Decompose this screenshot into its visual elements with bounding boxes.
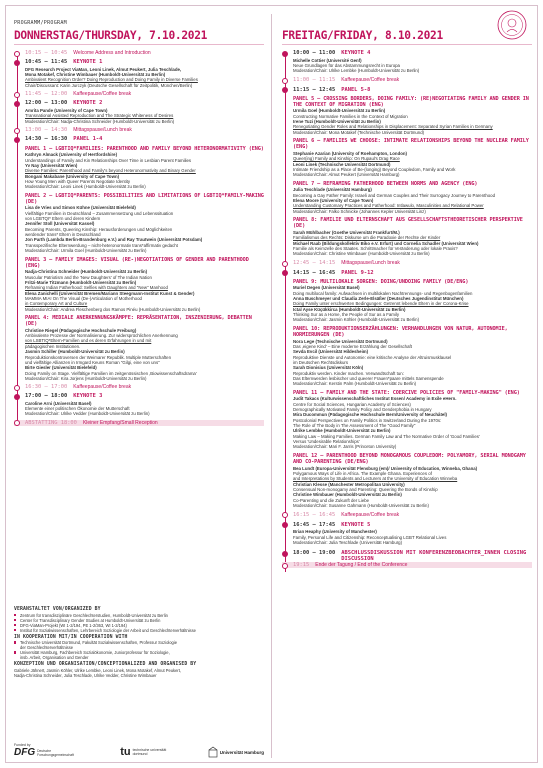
slot-header xyxy=(25,91,264,97)
slot-label: KEYNOTE 2 xyxy=(73,100,103,107)
slot-label: Welcome Address and Introduction xyxy=(73,50,151,56)
slot-header xyxy=(25,136,264,142)
panel-block xyxy=(25,193,264,254)
time-slot xyxy=(293,270,532,509)
slot-header xyxy=(293,522,532,528)
time-slot xyxy=(25,127,264,133)
slot-time: 14:15 – 16:45 xyxy=(293,269,336,276)
conception-heading: KONZEPTION UND ORGANISATION/CONCEPTIONALIZED AND ORGANISED BY xyxy=(14,662,197,668)
panel-line: Moderation/Chair: Andrea Fleschenberg dos Ramos Pinéu (Humboldt-Universität zu Berlin) xyxy=(25,306,201,312)
timeline-dot-icon xyxy=(14,137,20,143)
program-kicker: PROGRAMM/PROGRAM xyxy=(14,20,67,26)
panel-lines xyxy=(293,151,532,178)
detail-line: Neue Grundlagen für das Abstammungsrecht in Europa xyxy=(293,62,400,68)
panel-line: Familialismus des Rechts: Diskurse um die Paradoxie der Rechte der Kinder xyxy=(293,235,441,241)
panel-line: Kathryn Almack (University of Hertfordshire) xyxy=(25,152,118,158)
panel-line: pädagogischen Institutionen. xyxy=(25,343,81,349)
time-slot xyxy=(25,100,264,124)
column-divider xyxy=(271,14,272,758)
slot-time: 16:30 – 17:00 xyxy=(25,384,68,391)
time-slot xyxy=(282,562,532,568)
panel-line: Consensual Non-monogamy and Parenting: Queering the Bonds of Kinship xyxy=(293,486,438,492)
sponsor-logos xyxy=(14,740,264,758)
slot-label: Mittagspause/Lunch break xyxy=(73,127,132,134)
detail-line: DFG Research Project ViaMan, Leoni Linek, Almut Peukert, Julia Teschlade, xyxy=(25,66,182,72)
panel-line: Leoni Linek (Technische Universität Dortmund) xyxy=(293,161,391,167)
detail-line: Chair/Discussant: Karin Jurczyk (Deutsche Gesellschaft für Zeitpolitik, München/Berlin) xyxy=(25,82,193,88)
panel-line: Diverse Families: Parenthood and Family's beyond Heteronormativity and Binary Gender xyxy=(25,168,196,174)
organizers-box xyxy=(14,607,264,678)
panel-line: Moderation/Chair: Jasmin Köhler (Humboldt-Universität zu Berlin) xyxy=(293,317,420,323)
slot-header xyxy=(25,393,264,399)
slot-label: KEYNOTE 3 xyxy=(73,393,103,400)
timeline-dot-icon xyxy=(282,51,288,57)
slot-time: ABSTATTING 18:00 xyxy=(25,419,77,426)
time-slot xyxy=(293,260,532,266)
slot-details xyxy=(25,67,264,88)
panel-block xyxy=(293,217,532,256)
time-slot xyxy=(293,550,532,562)
panel-line: Familie als Keimzelle des Staates. Schrittmacher für Veränderung oder lokale Praxis? xyxy=(293,245,458,251)
slot-label: PANEL 9-12 xyxy=(341,269,374,276)
slot-time: 10:00 – 11:00 xyxy=(293,50,336,56)
organizer-line: insb. Arbeit, Organisation und Gender xyxy=(20,655,89,661)
panel-block xyxy=(293,138,532,177)
panel-line: Ambivalente Prozesse der Normalisierung. Zur widersprüchlichen Anerkennung xyxy=(25,333,178,339)
panel-line: Moderation/Chair: Urmila Goel (Humboldt-Universität zu Berlin) xyxy=(25,248,147,254)
panel-title: PANEL 11 – FAMILY AND THE STATE: COERCIVE POLICIES OF "FAMILY-MAKING" (ENG) xyxy=(293,389,520,396)
panel-title: PANEL 5 – CROSSING BORDERS, DOING FAMILY: (RE)NEGOTIATING FAMILY AND GENDER IN THE CONTEXT OF MIGRATION (ENG) xyxy=(293,95,529,108)
panel-line: Centre for Social Sciences, Hungarian Academy of Sciences) xyxy=(293,401,411,407)
slot-time: 12:00 – 13:00 xyxy=(25,100,68,107)
slot-details xyxy=(25,401,264,417)
panel-line: Jon Parth (Lambda Berlin-Brandenburg e.V.) and Ray Trautwein (Universität Potsdam) xyxy=(25,237,203,243)
friday-title: FREITAG/FRIDAY, 8.10.2021 xyxy=(282,29,443,42)
slot-label: ABSCHLUSSDISKUSSION MIT KONFERENZBEOBACHTER_INNEN CLOSING DISCUSSION xyxy=(341,550,527,563)
slot-time: 10:45 – 11:45 xyxy=(25,59,68,65)
timeline-dot-icon xyxy=(14,92,20,98)
timeline-dot-icon xyxy=(282,78,288,84)
panel-line: Reframing Indian Fatherhood: Selfies with Daughters and "New" Manhood xyxy=(25,285,168,291)
time-slot xyxy=(25,50,264,56)
panel-lines xyxy=(293,466,532,509)
panel-lines xyxy=(293,339,532,387)
slot-header xyxy=(293,550,532,562)
slot-time: 16:15 – 16:45 xyxy=(293,511,336,518)
timeline-dot-icon xyxy=(282,261,288,267)
time-slot xyxy=(293,522,532,546)
panel-line: Christian Klesse (Manchester Metropolitan University) xyxy=(293,481,405,487)
slot-header xyxy=(25,50,264,56)
slot-header xyxy=(293,87,532,93)
organizer-line: Zentrum für transdisziplinäre Geschlechterstudien, Humboldt-Universität zu Berlin xyxy=(14,613,264,618)
time-slot xyxy=(25,393,264,417)
slot-header xyxy=(293,562,532,568)
slot-header xyxy=(293,50,532,56)
panel-line: Christine Wimbauer (Humboldt-Universität zu Berlin) xyxy=(293,492,402,498)
panel-line: von LSBTIQ*Eltern-Familien und es deren Erfahrungen in und mit xyxy=(25,338,152,344)
organizer-line: Center for Transdisciplinary Gender Studies at Humboldt-Universität zu Berlin xyxy=(14,618,264,623)
panel-line: Bea Lundt (Europa-Universität Flensburg (em)/ University of Education, Winneba, Ghana) xyxy=(293,465,478,471)
panel-line: Sevda Evcil (Universität Hildesheim) xyxy=(293,349,369,355)
panel-line: Making Law – Making Families. German Family Law and The Normative Order of 'Good Families' xyxy=(293,433,480,439)
panel-line: Moderation/Chair: Almut Peukert (Universität Hamburg) xyxy=(293,172,400,178)
slot-header xyxy=(25,100,264,106)
panel-line: Irene Tuzi (Humboldt-Universität zu Berlin) xyxy=(293,119,381,124)
panel-line: Reproduktive Dienste und Autonomie: eine kritische Analyse der Altruismusklausel xyxy=(293,354,452,360)
time-slot xyxy=(293,512,532,518)
panel-line: The Role of The Body in The Assessment of The "Good Family" xyxy=(293,423,416,429)
slot-label: Mittagspause/Lunch break xyxy=(341,260,400,267)
panel-block xyxy=(25,146,264,190)
panel-line: Fritzi-Marie Titzmann (Humboldt-Universität zu Berlin) xyxy=(25,279,137,285)
panel-title: PANEL 9: MULTILOKALE SORGEN: DOING/UNDOING FAMILY (DE/ENG) xyxy=(293,278,469,285)
slot-time: 13:00 – 14:30 xyxy=(25,127,68,134)
detail-line: Elemente einer politischen Ökonomie der Mutterschaft xyxy=(25,406,130,412)
organizer-line: Institut für Sozialwissenschaften, Lehrbereich Soziologie der Arbeit und Geschlechterverhältnisse xyxy=(14,628,264,633)
panel-line: Ictal Ayse Küçükkirca (Humboldt-Universität zu Berlin) xyxy=(293,306,406,312)
slot-time: 18:00 – 19:00 xyxy=(293,550,336,557)
panel-line: Becoming Parents, Queering Kinship: Herausforderungen und Möglichkeiten xyxy=(25,226,173,232)
slot-time: 11:00 – 11:15 xyxy=(293,77,336,84)
slot-time: 10:15 – 10:45 xyxy=(25,50,68,56)
panel-line: Julia Teschlade (Universität Hamburg) xyxy=(293,187,372,193)
organizer-line: Gabriele Jähnert, Jasmin Köhler, Ulrike Lembke, Leoni Linek, Mona Motakef, Almut Peukert, xyxy=(14,667,182,673)
panel-lines xyxy=(25,152,264,189)
timeline-dot-icon xyxy=(282,522,288,528)
slot-header xyxy=(25,384,264,390)
panel-line: Moderation/Chair: Susanne Gahmann (Humboldt-Universität zu Berlin) xyxy=(293,503,429,508)
panel-line: Reproduktionskontroversen der Weimarer Republik. Multiple Mutterschaften xyxy=(25,354,171,360)
slot-time: 16:45 – 17:45 xyxy=(293,521,336,528)
time-slot xyxy=(293,50,532,74)
slot-header xyxy=(293,270,532,276)
detail-line: Transnational Assisted Reproduction and The Strategic Whiteness of Desires xyxy=(25,113,174,119)
panel-lines xyxy=(25,205,264,253)
timeline-dot-icon xyxy=(14,420,20,426)
panel-line: and Interpretations by Students and Lecturers at the University of Education Winneba xyxy=(293,476,458,482)
organizer-line: Nadja-Christina Schneider, Julia Teschlade, Ulrike Vedder, Christine Wimbauer xyxy=(14,672,157,678)
panel-line: Moderation/Chair: Leoni Linek (Humboldt-Universität zu Berlin) xyxy=(25,184,146,190)
panel-line: Polygamous Ways of Life in Africa. The Example Ghana. Experiences of xyxy=(293,470,432,476)
timeline-dot-icon xyxy=(14,394,20,400)
timeline-dot-icon xyxy=(14,128,20,134)
slot-label: PANEL 1-4 xyxy=(73,136,103,143)
slot-details xyxy=(293,529,532,545)
panel-title: PANEL 12 – PARENTHOOD BEYOND MONOGAMOUS COUPLEDOM: POLYAMORY, SERIAL MONOGAMY AND CO-PARENTING (DE/ENG) xyxy=(293,453,526,465)
slot-time: 11:15 – 12:45 xyxy=(293,86,336,93)
slot-label: Kaffeepause/Coffee break xyxy=(73,91,132,98)
friday-timeline xyxy=(282,50,532,572)
panel-line: Yv Nay (Universität Wien) xyxy=(25,162,78,168)
timeline-dot-icon xyxy=(282,551,288,557)
detail-line: Caroline Arni (Universität Basel) xyxy=(25,400,92,406)
panel-title: PANEL 4: MEDIALE ANERKENNUNGSKÄMPFE: REPRÄSENTATION, INSZENIERUNG, DEBATTEN (DE) xyxy=(25,315,252,328)
panel-lines xyxy=(25,269,264,312)
panel-line: Elena Moore (University of Cape Town) xyxy=(293,198,374,203)
thursday-separator xyxy=(14,44,264,45)
slot-label: Kaffeepause/Coffee break xyxy=(341,511,400,518)
timeline-dot-icon xyxy=(14,51,20,57)
friday-separator xyxy=(282,44,532,45)
panel-line: Understandings of Family and Kin Relationships Over Time in Lesbian Parent Families xyxy=(25,157,192,163)
detail-line: Moderation/Chair: Nadja-Christina Schneider (Humboldt-Universität zu Berlin) xyxy=(25,118,175,124)
panel-lines xyxy=(293,285,532,322)
panel-line: Urmila Goel (Humboldt-Universität zu Berlin) xyxy=(293,108,386,114)
panel-title: PANEL 3 – FAMILY IMAGES: VISUAL (RE-)NEGOTIATIONS OF GENDER AND PARENTHOOD (ENG) xyxy=(25,256,249,269)
slot-label: Ende der Tagung / End of the Conference xyxy=(315,562,408,569)
panel-block xyxy=(293,390,532,450)
slot-header xyxy=(293,512,532,518)
panel-lines xyxy=(293,108,532,135)
timeline-dot-icon xyxy=(282,87,288,93)
panel-line: Nadja-Christina Schneider (Humboldt-Universität zu Berlin) xyxy=(25,269,148,275)
timeline-dot-icon xyxy=(282,563,288,569)
panel-title: PANEL 2 – LGBTIQ*PARENTS: POSSIBILITIES AND LIMITATIONS OF LGBTIQ*FAMILY-MAKING (DE) xyxy=(25,192,264,205)
panel-line: und vielfältige Allianzen in Irmgard Keuns Roman "Gilgi, eine von uns" xyxy=(25,359,160,365)
organizer-line: der Geschlechterverhältnisse xyxy=(20,645,74,651)
panel-line: Nora Lege (Technische Universität Dortmund) xyxy=(293,338,388,344)
panel-title: PANEL 6 – FAMILIES WE CHOOSE: INTIMATE RELATIONSHIPS BEYOND THE NUCLEAR FAMILY (ENG) xyxy=(293,138,529,151)
panel-line: im Deutschen Rechtsdiskurs xyxy=(293,359,349,365)
panel-lines xyxy=(293,230,532,257)
slot-label: KEYNOTE 1 xyxy=(73,59,103,65)
panel-block xyxy=(293,279,532,323)
panel-line: Understanding Customary Practices and Fatherhood: Intlawulo, Masculinities and Relational Power xyxy=(293,203,484,209)
timeline-dot-icon xyxy=(14,60,20,66)
panel-line: Moderation/Chair: Mona Motakef (Technische Universität Dortmund) xyxy=(293,129,425,135)
slot-details xyxy=(25,108,264,124)
panel-line: Postcolonial Perspectives on Family Politics in Switzerland During the 1970s: xyxy=(293,417,442,423)
panel-line: Birte Giesler (Universität Bielefeld) xyxy=(25,365,97,371)
panel-line: Doing multilocal family: Aufwachsen in multilokalen Nachtrennungs- und Regenbogenfamilien xyxy=(293,290,473,296)
panel-lines xyxy=(25,328,264,381)
panel-line: Moderation/Chair: Christine Wimbauer (Humboldt-Universität zu Berlin) xyxy=(293,251,430,257)
panel-line: Moderation/Chair: Mari F. Jarris (Princeton University) xyxy=(293,444,397,450)
dfg-logo: Funded by DFG Deutsche Forschungsgemeinschaft xyxy=(14,743,74,758)
uni-hamburg-logo: Universität Hamburg xyxy=(208,746,264,758)
time-slot xyxy=(25,384,264,390)
slot-header xyxy=(25,127,264,133)
detail-line: Mona Motakef, Christine Wimbauer (Humboldt-Universität zu Berlin) xyxy=(25,71,166,77)
slot-time: 11:45 – 12:00 xyxy=(25,91,68,98)
panel-block xyxy=(25,257,264,312)
panel-line: in Contemporary Art and Culture xyxy=(25,301,88,307)
panel-lines xyxy=(293,396,532,449)
panel-line: Reproduktiv werden. Kinder machen. Verwandtschaft tun: xyxy=(293,370,404,376)
hamburg-building-icon xyxy=(208,746,218,758)
time-slot xyxy=(25,136,264,381)
cooperation-heading: IN KOOPERATION MIT/IN COOPERATION WITH xyxy=(14,634,128,640)
thursday-timeline xyxy=(14,50,264,426)
panel-line: How Young Men with Queer Parents Negotiate Identity xyxy=(25,178,131,184)
panel-line: Judit Takacs (Kulturwissenschaftliches Institut Essen/ Academy in Exile eHern. xyxy=(293,396,457,402)
detail-line: Ambivalent Recognition Order? Doing Reproduction and Doing Family in Diverse Families xyxy=(25,77,198,83)
panel-lines xyxy=(293,187,532,214)
panel-line: Muscular Patriotism and the 'New Daughters' of The Indian Nation xyxy=(25,274,152,280)
slot-time: 12:45 – 14:15 xyxy=(293,260,336,267)
panel-block xyxy=(293,453,532,508)
panel-line: Lisa de Vries und Simon Kühne (Universität Bielefeld) xyxy=(25,205,136,211)
timeline-dot-icon xyxy=(14,101,20,107)
panel-line: MAMMA MIA! On The Visual (De-)Articulation of Motherhood xyxy=(25,295,142,301)
detail-line: Moderation/Chair: Ulrike Lembke (Humboldt-Universität zu Berlin) xyxy=(293,68,420,74)
panel-line: Demographically Motivated Family Policy and Genderphobia in Hungary xyxy=(293,407,432,413)
panel-line: Sarah Dionisius (Universität Köln) xyxy=(293,365,364,371)
slot-header xyxy=(293,77,532,83)
panel-line: Michael Raab (Bildungskollektiv Biko e.V. Erfurt) und Cornelia Schadler (Universität Wien) xyxy=(293,240,479,246)
slot-time: 19:15 xyxy=(293,562,310,569)
detail-line: Michelle Cottier (Université Genf) xyxy=(293,57,362,63)
slot-header xyxy=(293,260,532,266)
time-slot xyxy=(25,59,264,88)
panel-title: PANEL 8: FAMILIE UND ELTERNSCHAFT AUS GESELLSCHAFTSTHEORETISCHER PERSPEKTIVE (DE) xyxy=(293,217,523,230)
panel-line: Jasmin Schiller (Humboldt-Universität zu Berlin) xyxy=(25,349,125,355)
slot-label: Kaffeepause/Coffee break xyxy=(341,77,400,84)
panel-line: Das ‚eigene Kind' – Eine moderne Erzählung der Gesellschaft xyxy=(293,343,412,349)
panel-block xyxy=(293,326,532,387)
panel-line: Bongani Makabane (University of Cape Town) xyxy=(25,173,120,179)
panel-line: Muriel Degen (Universität Basel) xyxy=(293,285,360,291)
organized-by-heading: VERANSTALTET VON/ORGANIZED BY xyxy=(14,607,101,612)
thursday-title: DONNERSTAG/THURSDAY, 7.10.2021 xyxy=(14,29,208,42)
slot-header xyxy=(25,420,264,426)
panel-title: PANEL 1 – LGBTIQ*FAMILIES: PARENTHOOD AND FAMILY BEYOND HETERONORMATIVITY (ENG) xyxy=(25,145,264,152)
detail-line: Moderation/Chair: Julia Teschlade (Universität Hamburg) xyxy=(293,540,403,546)
timeline-dot-icon xyxy=(282,512,288,518)
time-slot xyxy=(293,77,532,83)
panel-title: PANEL 7 – REFRAMING FATHERHOOD BETWEEN NORMS AND AGENCY (ENG) xyxy=(293,180,478,187)
time-slot xyxy=(293,87,532,257)
panel-line: Elena Zanichelli (Universität Bremen/Mariann Steegmann-Institut Kunst & Gender) xyxy=(25,290,195,296)
slot-time: 17:00 – 18:00 xyxy=(25,393,68,400)
slot-details xyxy=(293,58,532,74)
detail-line: Brian Heaphy (University of Manchester) xyxy=(293,529,377,535)
panel-line: werdender trans* Eltern in Deutschland xyxy=(25,232,101,238)
panel-block xyxy=(25,315,264,381)
timeline-dot-icon xyxy=(282,270,288,276)
panel-line: Moderation/Chair: Falko Schnicke (Johannes Kepler Universität Linz) xyxy=(293,208,426,214)
panel-line: von LGBTQI* Eltern und deren Kindern xyxy=(25,216,101,222)
panel-line: Vielfältige Familien in Deutschland – Zusammensetzung und Lebenssituation xyxy=(25,210,174,216)
panel-line: Doing Family unter erschwerten Bedingungen: Getrennt lebende Eltern in der Corona-Krise xyxy=(293,301,469,307)
organizer-line: Universität Hamburg, Fachbereich Sozialökonomie, Juniorprofessur für Soziologie, xyxy=(14,650,264,655)
panel-line: Versus 'Undesirable Relationships' xyxy=(293,439,360,445)
panel-line: Moderation/Chair: Kerstin Palm (Humboldt-Universität zu Berlin) xyxy=(293,381,417,387)
slot-label: PANEL 5-8 xyxy=(341,86,371,93)
panel-line: Anna Buschmeyer und Claudia Zerle-Elsäßer (Deutsches Jugendinstitut München) xyxy=(293,296,464,301)
timeline-dot-icon xyxy=(14,385,20,391)
organizer-line: Technische Universität Dortmund, Fakultät Sozialwissenschaften, Professur Soziologie xyxy=(14,640,264,645)
detail-line: Amrita Pande (University of Cape Town) xyxy=(25,107,108,113)
slot-header xyxy=(25,59,264,65)
panel-line: Das Elternwerden lesbischer und queerer Frauen*paare mittels Samenspende xyxy=(293,375,444,381)
panel-line: Co-Parenting und die Zukunft der Liebe xyxy=(293,497,370,503)
panel-line: Stephanie Azarian (University of Roehampton, London) xyxy=(293,150,407,156)
tu-dortmund-logo: tu technische universität dortmund xyxy=(120,746,167,758)
panel-line: Becoming a Gay Father Family: Israeli and German Couples and Their Surrogacy Journey to Parenthood xyxy=(293,192,496,198)
panel-block xyxy=(293,96,532,135)
panel-line: Intimate Friendship as a Place of Be-(longing) Beyond Coupledom, Family and Work xyxy=(293,166,456,172)
panel-block xyxy=(293,181,532,214)
panel-line: Mira Ducommun (Pädagogische Hochschule Bern/University of Neuchâtel) xyxy=(293,412,447,418)
panel-line: Sarah Mühlbacher (Goethe Universität Frankfurt/M.) xyxy=(293,229,400,235)
slot-label: KEYNOTE 4 xyxy=(341,50,371,56)
organizer-line: DFG-ViaMan-Projekt (WI 1-2/194, PE 1-2/363, WI 1-2/194) xyxy=(14,623,264,628)
time-slot xyxy=(14,420,264,426)
panel-line: Moderation/Chair: Kira Jorjens (Humboldt-Universität zu Berlin) xyxy=(25,375,147,381)
detail-line: Moderation/Chair: Ulrike Vedder (Humboldt-Universität zu Berlin) xyxy=(25,411,150,417)
panel-title: PANEL 10: REPRODUKTIONSERZÄHLUNGEN: VERHANDLUNGEN VON NATUR, AUTONOMIE, NORMIERUNGEN (DE) xyxy=(293,325,508,338)
panel-line: Doing Family on Stage. Vielfältige Familien im zeitgenössischen ‚Biowissenschaftsdrama' xyxy=(25,370,197,376)
slot-label: Kleiner Empfang/Small Reception xyxy=(82,419,158,426)
panel-line: Jennifer Stoll (Universität Kassel) xyxy=(25,221,95,227)
panel-line: Constructing Normative Families in the Context of Migration xyxy=(293,113,408,119)
slot-label: KEYNOTE 5 xyxy=(341,521,371,528)
panel-line: Renegotiating Gender Roles and Relationships in Displacement: Separated Syrian Families in Germany xyxy=(293,124,493,130)
panel-line: Queer(ing) Family and Kinship: On Rupaul's Drag Race xyxy=(293,156,400,162)
panel-line: Thinking Sur as a Home, the People of Sur as a Family xyxy=(293,312,399,318)
slot-time: 14:30 – 16:30 xyxy=(25,136,68,143)
panel-line: Ulrike Lembke (Humboldt-Universität zu Berlin) xyxy=(293,428,391,434)
time-slot xyxy=(25,91,264,97)
detail-line: Family, Personal Life and Citizenship: Reconceptualising LGBT Relational Lives xyxy=(293,534,447,540)
panel-line: Transspezifische Elternwerdung – nicht-heteronormativ trans*affirmativ gedacht xyxy=(25,242,178,248)
slot-label: Kaffeepause/Coffee break xyxy=(73,384,132,391)
panel-line: Christine Riegel (Pädagogische Hochschule Freiburg) xyxy=(25,327,137,333)
